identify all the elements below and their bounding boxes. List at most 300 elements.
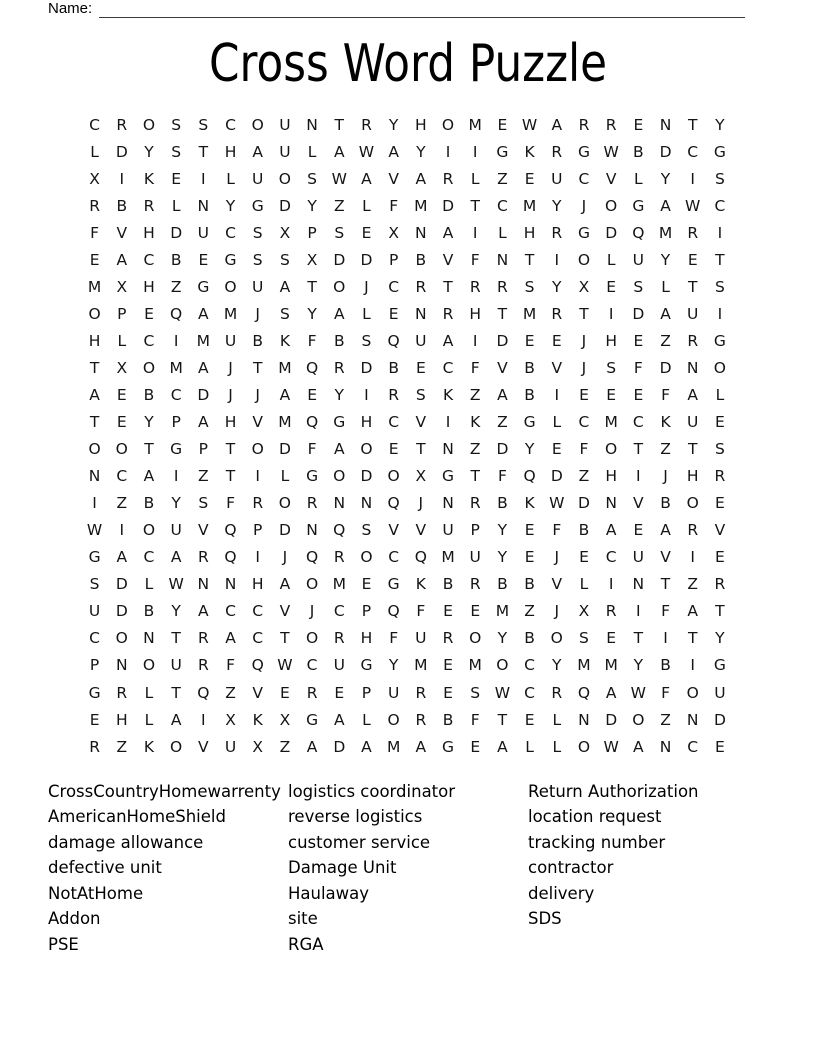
grid-cell: Q (224, 548, 237, 567)
grid-cell: R (551, 142, 563, 161)
grid-cell: A (415, 169, 427, 188)
grid-cell: X (225, 710, 236, 729)
grid-cell: R (89, 737, 100, 756)
grid-cell: V (252, 413, 264, 432)
grid-cell: F (661, 602, 670, 621)
grid-cell: N (360, 494, 373, 513)
grid-cell: T (715, 602, 725, 621)
grid-cell: M (332, 575, 346, 594)
grid-cell: A (660, 304, 671, 323)
word-item: delivery (528, 883, 595, 903)
grid-cell: Y (416, 142, 426, 161)
grid-cell: I (472, 331, 478, 350)
grid-cell: O (305, 629, 319, 648)
grid-cell: C (306, 656, 318, 675)
grid-cell: A (633, 737, 644, 756)
grid-cell: Z (469, 385, 481, 404)
grid-cell: L (144, 683, 154, 702)
grid-cell: I (119, 169, 125, 188)
grid-cell: R (442, 304, 454, 323)
grid-cell: O (550, 629, 563, 648)
grid-cell: L (661, 277, 670, 296)
grid-cell: R (361, 115, 372, 134)
grid-cell: C (687, 142, 699, 161)
grid-cell: D (278, 521, 291, 540)
grid-cell: C (333, 602, 345, 621)
grid-cell: J (228, 358, 233, 377)
grid-cell: R (333, 629, 345, 648)
grid-cell: I (608, 304, 614, 323)
grid-cell: E (551, 331, 562, 350)
grid-cell: M (522, 304, 537, 323)
grid-cell: Z (497, 169, 508, 188)
grid-cell: Q (305, 548, 319, 567)
grid-cell: M (278, 358, 292, 377)
grid-cell: V (388, 169, 399, 188)
grid-cell: T (497, 304, 508, 323)
grid-cell: Q (632, 223, 645, 242)
grid-cell: Q (197, 683, 210, 702)
grid-cell: C (89, 629, 100, 648)
grid-cell: C (225, 223, 236, 242)
grid-cell: P (307, 223, 317, 242)
grid-cell: W (358, 142, 375, 161)
grid-cell: R (551, 223, 563, 242)
word-item: SDS (528, 909, 562, 929)
grid-cell: B (143, 385, 155, 404)
grid-cell: R (687, 331, 699, 350)
grid-cell: G (88, 548, 101, 567)
grid-cell: I (690, 656, 695, 675)
grid-cell: R (469, 575, 481, 594)
grid-cell: R (469, 277, 481, 296)
grid-cell: Q (387, 602, 400, 621)
grid-cell: R (687, 521, 699, 540)
grid-cell: V (714, 521, 726, 540)
grid-cell: D (605, 710, 618, 729)
grid-cell: N (605, 494, 617, 513)
grid-cell: T (470, 467, 480, 486)
grid-cell: G (713, 331, 726, 350)
grid-cell: E (361, 575, 372, 594)
grid-cell: O (387, 710, 400, 729)
grid-cell: B (170, 250, 182, 269)
grid-cell: U (687, 304, 699, 323)
grid-cell: M (223, 304, 238, 323)
grid-cell: F (416, 602, 426, 621)
grid-cell: A (198, 304, 209, 323)
grid-cell: P (388, 250, 399, 269)
grid-cell: V (415, 413, 427, 432)
grid-cell: C (524, 656, 535, 675)
word-item: tracking number (528, 832, 666, 852)
grid-cell: E (470, 737, 481, 756)
grid-cell: Z (660, 440, 671, 459)
grid-cell: M (441, 548, 455, 567)
grid-cell: A (170, 548, 182, 567)
grid-cell: T (307, 277, 317, 296)
grid-cell: J (282, 548, 288, 567)
grid-cell: R (197, 629, 209, 648)
grid-cell: B (497, 494, 508, 513)
grid-cell: V (198, 521, 209, 540)
grid-cell: E (715, 737, 725, 756)
grid-cell: Y (497, 548, 508, 567)
grid-cell: S (89, 575, 100, 594)
grid-cell: C (524, 683, 535, 702)
grid-cell: G (632, 196, 645, 215)
grid-cell: J (364, 277, 369, 296)
grid-cell: C (143, 250, 155, 269)
grid-cell: A (279, 277, 291, 296)
grid-cell: A (605, 683, 617, 702)
grid-cell: U (170, 521, 182, 540)
grid-cell: R (687, 223, 699, 242)
grid-cell: G (306, 710, 319, 729)
grid-cell: T (280, 629, 290, 648)
grid-cell: Z (524, 602, 535, 621)
grid-cell: T (416, 440, 426, 459)
grid-cell: I (472, 223, 478, 242)
grid-cell: A (660, 196, 671, 215)
grid-cell: F (579, 440, 589, 459)
grid-cell: P (117, 304, 127, 323)
grid-cell: T (687, 277, 698, 296)
grid-cell: T (579, 304, 589, 323)
grid-cell: N (686, 358, 699, 377)
grid-cell: W (549, 494, 565, 513)
grid-cell: W (331, 169, 347, 188)
grid-cell: U (333, 656, 345, 675)
grid-cell: D (360, 250, 373, 269)
grid-cell: N (659, 115, 672, 134)
grid-cell: Y (552, 656, 562, 675)
grid-cell: G (442, 467, 455, 486)
grid-cell: I (554, 385, 560, 404)
grid-cell: G (442, 737, 455, 756)
grid-cell: G (577, 223, 590, 242)
grid-cell: O (305, 575, 319, 594)
grid-cell: E (361, 223, 372, 242)
grid-cell: G (387, 575, 400, 594)
grid-cell: Y (497, 629, 508, 648)
grid-cell: B (442, 575, 454, 594)
grid-cell: R (116, 683, 128, 702)
word-item: reverse logistics (288, 807, 423, 827)
grid-cell: I (608, 575, 614, 594)
grid-cell: T (687, 629, 698, 648)
grid-cell: E (443, 683, 453, 702)
word-item: Return Authorization (528, 782, 699, 801)
grid-cell: H (143, 223, 155, 242)
grid-cell: V (551, 358, 563, 377)
grid-cell: T (198, 142, 209, 161)
grid-cell: I (255, 467, 260, 486)
grid-cell: E (334, 683, 345, 702)
grid-cell: C (252, 602, 264, 621)
grid-cell: B (442, 710, 454, 729)
word-item: location request (528, 807, 662, 827)
grid-cell: Q (414, 548, 427, 567)
grid-cell: X (279, 710, 291, 729)
name-blank-line (99, 0, 745, 18)
grid-cell: M (414, 196, 428, 215)
grid-cell: D (713, 710, 726, 729)
grid-cell: C (388, 413, 400, 432)
grid-cell: C (225, 602, 236, 621)
grid-cell: O (224, 277, 237, 296)
grid-cell: M (468, 656, 482, 675)
grid-cell: Q (170, 304, 183, 323)
grid-cell: V (388, 521, 399, 540)
grid-cell: O (170, 737, 183, 756)
grid-cell: E (524, 521, 535, 540)
grid-cell: O (387, 467, 400, 486)
word-item: customer service (288, 832, 431, 852)
grid-cell: I (636, 602, 641, 621)
grid-cell: W (168, 575, 184, 594)
grid-cell: R (306, 494, 318, 513)
grid-cell: N (115, 656, 128, 675)
grid-cell: U (279, 115, 291, 134)
grid-cell: F (226, 494, 235, 513)
grid-cell: R (415, 710, 427, 729)
grid-cell: N (496, 250, 509, 269)
grid-cell: V (605, 169, 617, 188)
grid-cell: L (362, 710, 371, 729)
grid-cell: Q (224, 521, 237, 540)
grid-cell: L (552, 737, 562, 756)
grid-cell: X (578, 277, 590, 296)
grid-cell: B (388, 358, 399, 377)
grid-cell: S (606, 358, 617, 377)
grid-cell: J (581, 196, 587, 215)
grid-cell: D (115, 142, 128, 161)
grid-cell: Y (552, 277, 562, 296)
grid-cell: E (633, 521, 644, 540)
grid-cell: E (715, 494, 725, 513)
grid-cell: A (279, 575, 291, 594)
grid-cell: W (685, 196, 701, 215)
grid-cell: Z (660, 710, 671, 729)
grid-cell: D (278, 196, 291, 215)
grid-cell: M (604, 413, 618, 432)
grid-cell: E (443, 656, 453, 675)
grid-cell: V (252, 683, 264, 702)
word-list (48, 779, 768, 957)
grid-cell: E (470, 602, 481, 621)
grid-cell: Y (388, 115, 399, 134)
grid-cell: T (687, 440, 698, 459)
grid-cell: R (578, 115, 590, 134)
grid-cell: M (169, 358, 183, 377)
grid-cell: O (333, 467, 346, 486)
grid-cell: A (333, 142, 345, 161)
word-item: CrossCountryHomewarrenty (48, 782, 281, 801)
grid-cell: K (279, 331, 290, 350)
grid-cell: U (252, 169, 264, 188)
grid-cell: D (496, 440, 509, 459)
grid-cell: U (469, 548, 481, 567)
grid-cell: N (442, 494, 454, 513)
grid-cell: F (470, 710, 480, 729)
grid-cell: I (173, 467, 179, 486)
grid-cell: S (361, 521, 372, 540)
grid-cell: E (116, 413, 127, 432)
grid-cell: M (87, 277, 102, 296)
grid-cell: O (115, 440, 128, 459)
grid-cell: G (306, 467, 319, 486)
grid-cell: P (361, 602, 372, 621)
grid-cell: G (333, 413, 346, 432)
grid-cell: Y (171, 602, 181, 621)
grid-cell: K (524, 142, 535, 161)
grid-cell: O (605, 196, 618, 215)
grid-cell: I (445, 142, 451, 161)
grid-cell: V (442, 250, 454, 269)
grid-cell: F (497, 467, 507, 486)
grid-cell: Q (251, 656, 264, 675)
grid-cell: Z (660, 331, 671, 350)
grid-cell: N (686, 710, 699, 729)
grid-cell: A (143, 467, 155, 486)
grid-cell: Q (387, 494, 400, 513)
grid-cell: D (278, 440, 291, 459)
grid-cell: J (255, 304, 260, 323)
grid-cell: O (278, 494, 291, 513)
grid-cell: R (415, 683, 427, 702)
grid-cell: E (633, 331, 644, 350)
grid-cell: O (251, 440, 264, 459)
grid-cell: U (415, 629, 427, 648)
grid-cell: R (551, 304, 563, 323)
grid-cell: A (388, 142, 399, 161)
grid-cell: U (687, 413, 699, 432)
grid-cell: A (116, 250, 128, 269)
grid-cell: D (659, 142, 672, 161)
grid-cell: E (524, 548, 535, 567)
grid-cell: O (632, 710, 645, 729)
grid-cell: E (551, 440, 562, 459)
grid-cell: Y (715, 115, 725, 134)
word-item: AmericanHomeShield (48, 807, 226, 827)
grid-cell: A (89, 385, 100, 404)
grid-cell: A (279, 385, 291, 404)
grid-cell: L (362, 196, 371, 215)
grid-cell: I (255, 548, 260, 567)
grid-cell: F (226, 656, 235, 675)
grid-cell: Q (305, 358, 319, 377)
grid-cell: S (714, 440, 725, 459)
grid-cell: H (523, 223, 536, 242)
grid-cell: G (496, 142, 509, 161)
grid-cell: A (415, 737, 427, 756)
grid-cell: L (280, 467, 290, 486)
word-item: logistics coordinator (288, 782, 456, 801)
word-item: Addon (48, 909, 101, 929)
grid-cell: R (333, 548, 345, 567)
grid-cell: T (497, 710, 508, 729)
grid-cell: X (388, 223, 399, 242)
grid-cell: W (494, 683, 511, 702)
grid-cell: M (414, 656, 428, 675)
grid-cell: E (388, 304, 399, 323)
grid-cell: R (714, 575, 726, 594)
grid-cell: Z (225, 683, 236, 702)
grid-cell: R (143, 196, 155, 215)
grid-cell: A (687, 385, 699, 404)
grid-cell: O (88, 440, 101, 459)
grid-cell: A (442, 331, 454, 350)
grid-cell: A (333, 440, 345, 459)
grid-cell: O (469, 629, 482, 648)
grid-cell: E (144, 304, 154, 323)
grid-cell: E (524, 331, 535, 350)
grid-cell: X (306, 250, 318, 269)
grid-cell: E (171, 169, 182, 188)
grid-cell: R (469, 494, 481, 513)
grid-cell: S (361, 331, 372, 350)
grid-cell: S (415, 385, 426, 404)
grid-cell: R (497, 277, 508, 296)
grid-cell: J (418, 494, 424, 513)
grid-cell: W (277, 656, 293, 675)
grid-cell: M (386, 737, 401, 756)
grid-cell: C (632, 413, 644, 432)
grid-cell: Y (307, 196, 317, 215)
grid-cell: P (89, 656, 100, 675)
grid-cell: T (443, 277, 453, 296)
grid-cell: N (442, 440, 454, 459)
grid-cell: S (714, 169, 725, 188)
grid-cell: Q (523, 467, 536, 486)
grid-cell: J (228, 385, 233, 404)
grid-cell: L (552, 710, 562, 729)
grid-cell: E (524, 710, 535, 729)
page-title: Cross Word Puzzle (208, 33, 608, 94)
grid-cell: J (581, 331, 587, 350)
grid-cell: U (714, 683, 726, 702)
grid-cell: R (252, 494, 264, 513)
grid-cell: D (333, 737, 346, 756)
grid-cell: R (442, 169, 454, 188)
grid-cell: I (201, 169, 206, 188)
grid-cell: O (142, 358, 156, 377)
grid-cell: S (279, 250, 290, 269)
grid-cell: B (660, 656, 671, 675)
grid-cell: B (578, 521, 590, 540)
grid-cell: T (225, 467, 236, 486)
grid-cell: L (579, 575, 589, 594)
grid-cell: I (119, 521, 125, 540)
grid-cell: Q (305, 413, 319, 432)
grid-cell: U (197, 223, 210, 242)
grid-cell: B (524, 385, 535, 404)
grid-cell: T (144, 440, 154, 459)
grid-cell: O (496, 656, 509, 675)
grid-cell: T (687, 115, 698, 134)
grid-cell: Z (198, 467, 209, 486)
grid-cell: D (442, 196, 454, 215)
grid-cell: M (658, 223, 673, 242)
grid-cell: Y (715, 629, 725, 648)
grid-cell: L (498, 223, 507, 242)
grid-cell: L (362, 304, 371, 323)
grid-cell: W (521, 115, 538, 134)
grid-cell: R (605, 115, 617, 134)
word-list-column (528, 779, 768, 957)
grid-cell: L (606, 250, 616, 269)
